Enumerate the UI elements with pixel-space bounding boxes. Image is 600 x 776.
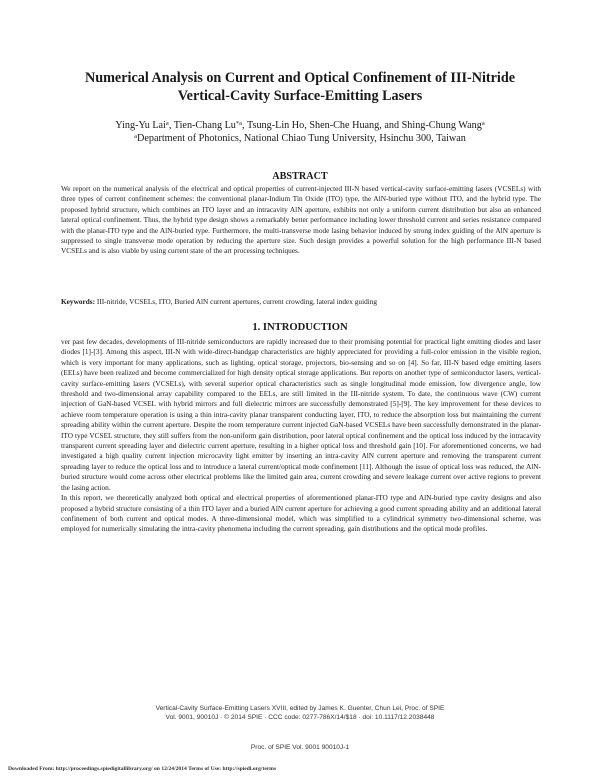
page-number-footer: Proc. of SPIE Vol. 9001 90010J-1 — [250, 744, 350, 751]
introduction-body — [61, 337, 541, 535]
keywords-line — [61, 297, 541, 307]
citation-line: Vertical-Cavity Surface-Emitting Lasers XVIII, edited by James K. Guenter, Chun Lei, Proc. of SPIE — [155, 705, 445, 712]
abstract-text: We report on the numerical analysis of the electrical and optical properties of current-injected III-N based vertical-cavity surface-emitting lasers (VCSELs) with three types of current confinement schemes: the conventional planar-Indium Tin Oxide (ITO) type, the AlN-buried type without ITO, and the hybrid type. The proposed hybrid structure, which combines an ITO layer and an intracavity AlN aperture, exhibits not only a uniform current distribution but also an enhanced lateral optical confinement. Thus, the hybrid type design shows a remarkably better performance including lower threshold current and series resistance compared with the planar-ITO type and the AlN-buried type. Furthermore, the multi-transverse mode lasing behavior induced by strong index guiding of the AlN aperture is suppressed to single transverse mode operation by reducing the aperture size. Such design provides a powerful solution for the high performance III-N based VCSELs and is also viable by using current state of the art processing techniques. — [61, 184, 541, 256]
author-name: Shing-Chung Wang — [401, 120, 482, 131]
introduction-heading: 1. INTRODUCTION — [252, 322, 348, 333]
authors-joiner: and — [384, 120, 400, 131]
paper-title: Numerical Analysis on Current and Optical Confinement of III-Nitride Vertical-Cavity Surface-Emitting Lasers — [84, 70, 516, 104]
intro-paragraph: ver past few decades, developments of III-nitride semiconductors are rapidly increased due to their promising potential for practical light emitting diodes and laser diodes [1]-[3]. Among this aspect, III-N with wide-direct-bandgap characteristics are highly appreciated for providing a full-color emission in the visible region, which is very important for many applications, such as lighting, optical storage, projectors, bio-sensing and so on [4]. So far, III-N based edge emitting lasers (EELs) have been realized and become commercialized for high density optical storage applications. But reports on another type of semiconductor lasers, vertical-cavity surface-emitting lasers (VCSELs), with several superior optical characteristics such as single longitudinal mode emission, low divergence angle, low threshold and two-dimensional array capability compared to the EELs, are still limited in the III-nitride system. To date, the continuous wave (CW) current injection of GaN-based VCSEL with hybrid mirrors and full dielectric mirrors are successfully demonstrated [5]-[9]. The key improvement for these devices to achieve room temperature operation is using a thin intra-cavity planar transparent conducting layer, ITO, to reduce the absorption loss but maintaining the current spreading ability within the current aperture. Despite the room temperature current injected GaN-based VCSELs have been successfully demonstrated in the planar-ITO type VCSEL structure, they still suffers from the non-uniform gain distribution, poor lateral optical confinement and the optical loss induced by the intracavity transparent current spreading layer and dielectric current aperture, resulting in a higher optical loss and threshold gain [10]. For aforementioned concerns, we had investigated a high quality current injection microcavity light emitter by inserting an intra-cavity AlN current aperture and removing the transparent current spreading layer to reduce the optical loss and to introduce a lateral current/optical mode confinement [11]. Although the issue of optical loss was reduced, the AlN-buried structure would come across other electrical problems like the limited gain area, current crowding and severe leakage current over active regions to prevent the lasing action. — [61, 337, 541, 492]
abstract-heading: ABSTRACT — [272, 171, 328, 182]
author-affil-mark: a — [165, 120, 169, 127]
keywords-label: Keywords: — [61, 297, 96, 306]
author-name: Shen-Che Huang — [309, 120, 380, 131]
keywords-text: III-nitride, VCSELs, ITO, Buried AlN current apertures, current crowding, lateral index guiding — [96, 297, 378, 306]
citation-line: Vol. 9001, 90010J · © 2014 SPIE · CCC code: 0277-786X/14/$18 · doi: 10.1117/12.2038448 — [165, 714, 435, 721]
author-name: Ying-Yu Lai — [115, 120, 166, 131]
author-list: Ying-Yu Lai$^a$, Tien-Chang Lu$^{*a}$, Tsung-Lin Ho, Shen-Che Huang, and Shing-Chung Wang$^a$ — [115, 120, 485, 131]
author-affil-mark: *a — [235, 120, 243, 127]
intro-paragraph: In this report, we theoretically analyzed both optical and electrical properties of aforementioned planar-ITO type and AlN-buried type cavity designs and also proposed a hybrid structure consisting of a thin ITO layer and a buried AlN current aperture for achieving a good current spreading ability and an additional lateral confinement of both current and optical modes. A three-dimensional model, which was simplified to a cylindrical symmetry two-dimensional scheme, was employed for numerically simulating the intra-cavity phenomena including the current spreading, gain distributions and the optical mode profiles. — [61, 493, 541, 534]
author-name: Tien-Chang Lu — [173, 120, 236, 131]
download-notice: Downloaded From: http://proceedings.spiedigitallibrary.org/ on 12/24/2014 Terms of Use: http://spiedl.org/terms — [8, 766, 277, 772]
citation-footer — [60, 704, 540, 722]
author-affil-mark: a — [481, 120, 485, 127]
affiliation-mark: a — [134, 133, 137, 140]
affiliation-text: Department of Photonics, National Chiao Tung University, Hsinchu 300, Taiwan — [136, 133, 466, 144]
affiliation — [50, 132, 550, 145]
author-name: Tsung-Lin Ho — [246, 120, 305, 131]
